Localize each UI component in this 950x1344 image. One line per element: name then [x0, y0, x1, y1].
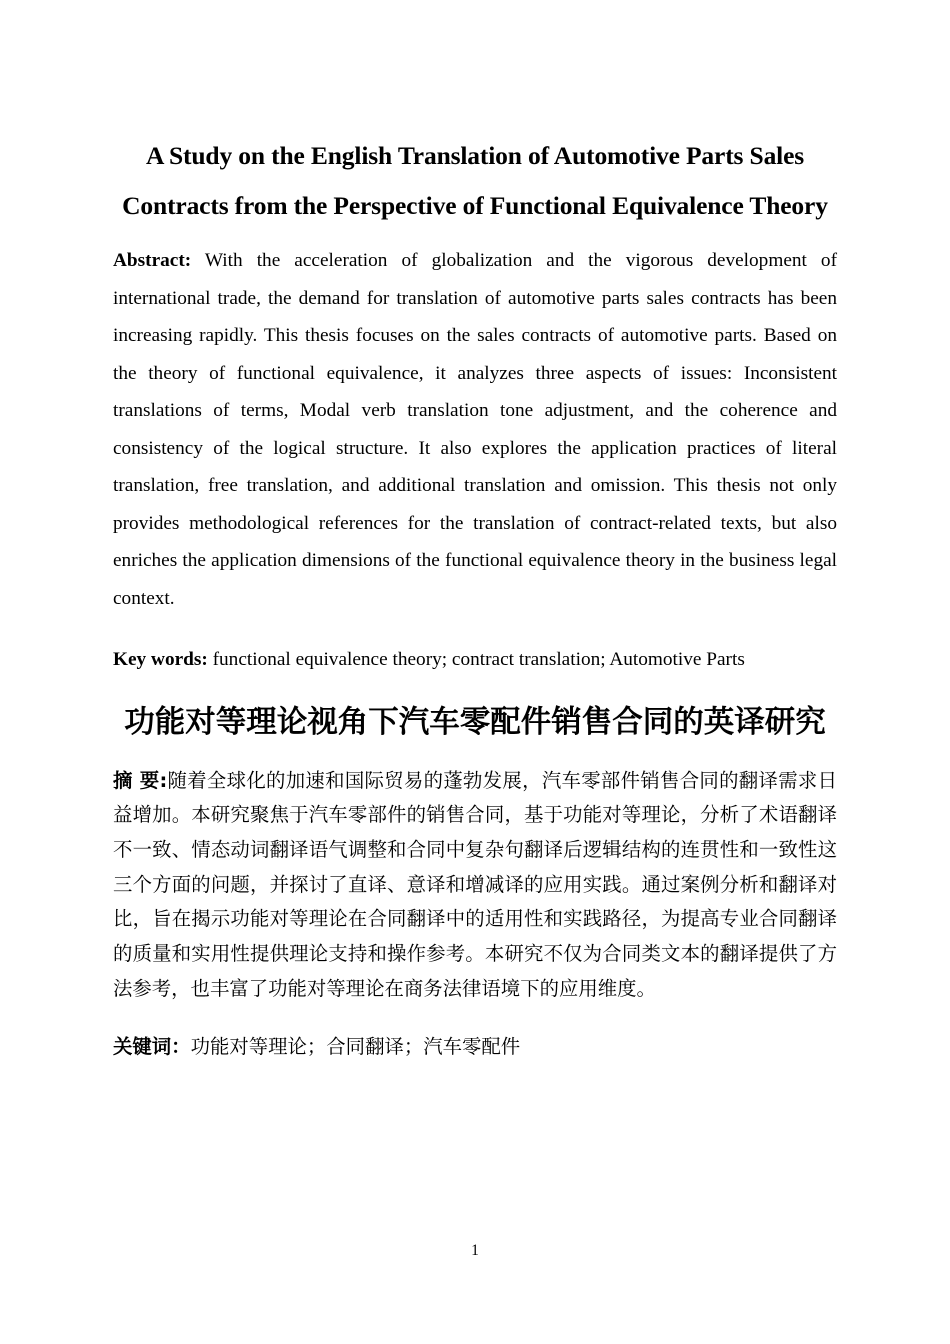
keywords-english-label: Key words:	[113, 649, 208, 670]
abstract-chinese	[113, 745, 837, 1007]
keywords-english	[113, 617, 837, 679]
abstract-english	[113, 230, 837, 617]
page-title: A Study on the English Translation of Automotive Parts Sales Contracts from the Perspective of Functional Equivalence Theory	[122, 141, 828, 220]
page-title-chinese: 功能对等理论视角下汽车零配件销售合同的英译研究	[124, 704, 826, 740]
abstract-chinese-body: 随着全球化的加速和国际贸易的蓬勃发展，汽车零部件销售合同的翻译需求日益增加。本研究聚焦于汽车零部件的销售合同，基于功能对等理论，分析了术语翻译不一致、情态动词翻译语气调整和合同中复杂句翻译后逻辑结构的连贯性和一致性这三个方面的问题，并探讨了直译、意译和增减译的应用实践。通过案例分析和翻译对比，旨在揭示功能对等理论在合同翻译中的适用性和实践路径，为提高专业合同翻译的质量和实用性提供理论支持和操作参考。本研究不仅为合同类文本的翻译提供了方法参考，也丰富了功能对等理论在商务法律语境下的应用维度。	[113, 768, 837, 1000]
keywords-chinese-label: 关键词：	[113, 1035, 191, 1059]
keywords-english-body: functional equivalence theory; contract translation; Automotive Parts	[207, 649, 745, 670]
page-content	[113, 0, 837, 1259]
keywords-chinese-body: 功能对等理论；合同翻译；汽车零配件	[190, 1035, 521, 1059]
abstract-chinese-label: 摘 要:	[113, 768, 168, 792]
abstract-english-label: Abstract:	[113, 250, 192, 271]
keywords-chinese	[113, 1006, 837, 1065]
abstract-english-body: With the acceleration of globalization and the vigorous development of international trade, the demand for translation of automotive parts sales contracts has been increasing rapidly. This thesis focuses on the sales contracts of automotive parts. Based on the theory of functional equivalence, it analyzes three aspects of issues: Inconsistent translations of terms, Modal verb translation tone adjustment, and the coherence and consistency of the logical structure. It also explores the application practices of literal translation, free translation, and additional translation and omission. This thesis not only provides methodological references for the translation of contract-related texts, but also enriches the application dimensions of the functional equivalence theory in the business legal context.	[113, 250, 837, 609]
page-number: 1	[471, 1242, 479, 1259]
